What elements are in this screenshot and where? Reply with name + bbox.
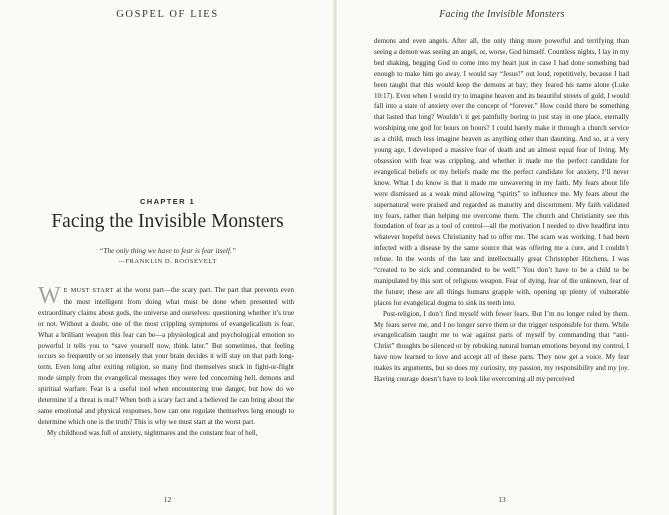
post-religion-paragraph: Post-religion, I don’t find myself with fewer fears. But I’m no longer ruled by them. My fears serve me, and I no longer serve them or the trigger responsible for them. While evangelicalism taught me to war against parts of myself by commanding that “anti-Christ” thoughts be silenced or by rebuking natural human emotions beyond my control, I have now learned to love and accept all of these parts. They now get a voice. My fear makes its arguments, but so does my curiosity, my passion, my responsibility and my joy. Having courage doesn’t have to look like overcoming all my perceived: [374, 309, 629, 384]
running-head-chapter-title: Facing the Invisible Monsters: [439, 9, 565, 20]
opening-paragraph: [38, 285, 294, 428]
epigraph-author: —FRANKLIN D. ROOSEVELT: [118, 258, 217, 265]
chapter-label: CHAPTER 1: [139, 197, 196, 206]
left-body-text: [38, 285, 294, 439]
continued-paragraph: demons and even angels. After all, the only thing more powerful and terrifying than seeing a demon was seeing an angel, or, worse, God himself. Countless nights, I lay in my bed shaking, begging God to come into my heart just in case I had done something bad enough to make him go away. I would say “Jesus!” out loud, repetitively, because I had been taught that this would keep the demons at bay; they feared his name alone (Luke 10:17). Even when I would try to imagine heaven and its beautiful streets of gold, I would fall into a state of anxiety over the concept of “forever.” How could there be something that lasted that long? Wouldn’t it get painfully boring to just stay in one place, eternally worshiping one god for hours on hours? I could barely make it through a church service as a child, much less imagine heaven as anything other than daunting. And so, at a very young age, I developed a massive fear of death and an almost equal fear of living. My obsession with fear was crippling, and whether it made me the perfect candidate for evangelical beliefs or my beliefs made me the perfect candidate for anxiety, I’ll never know. What I do know is that it made me unwavering in my faith. My fears about life were dismissed as a weak mind allowing “spirits” to influence me. My fears about the supernatural were praised and regarded as maturity and discernment. My faith validated my fears, rather than helping me overcome them. The church and Christianity see this foundation of fear as a tool of control—all the motivation I needed to dive headfirst into whatever hopeful news Christianity had to offer me. The scam was working. I had been infected with a disease by the same source that was offering me a cure, and I couldn’t refuse. In the words of the late and intellectually great Christopher Hitchens, I was “created to be sick and commanded to be well.” You don’t have to be a child to be manipulated by this sort of religious weapon. Fear of dying, fear of the unknown, fear of the future; these are all things humans grapple with, opening up plenty of vulnerable places for evangelical dogma to sink its teeth into.: [374, 37, 629, 307]
opening-paragraph-text: at the worst part—the scary part. The part that prevents even the most intelligent from doing what must be done when presented with extraordinary claims about gods, the universe and ourselves: questioning whether it’s true or not. Without a doubt, one of the most crippling symptoms of evangelicalism is fear. What a brilliant weapon this fear can be—a physiological and psychological emotion so powerful it tells you to “save yourself now, think later.” But sometimes, that feeling occurs so frequently or so intensely that your brain decides it will stay on that path long-term. Even long after exiting religion, so many find themselves stuck in fight-or-flight mode simply from the evangelical messages they were fed concerning hell, demons and spiritual warfare. Fear is a useful tool when encountering true danger, but how do we determine if a threat is real? When both a scary fact and a believed lie can bring about the same emotional and physical responses, how can one regulate themselves long enough to determine which one is the truth? This is why we must start at the worst part.: [38, 286, 294, 426]
running-head-book-title: GOSPEL OF LIES: [116, 9, 219, 20]
page-number-right: 13: [498, 495, 506, 504]
chapter-title: Facing the Invisible Monsters: [51, 211, 284, 232]
right-body-text: [374, 36, 629, 385]
right-page: [335, 0, 669, 515]
drop-cap: W: [38, 283, 61, 309]
lead-in-smallcaps: E MUST START: [63, 287, 114, 294]
page-number-left: 12: [163, 495, 172, 504]
epigraph-quote: “The only thing we have to fear is fear itself.”: [99, 246, 236, 255]
second-paragraph: My childhood was full of anxiety, nightmares and the constant fear of hell,: [47, 428, 258, 437]
